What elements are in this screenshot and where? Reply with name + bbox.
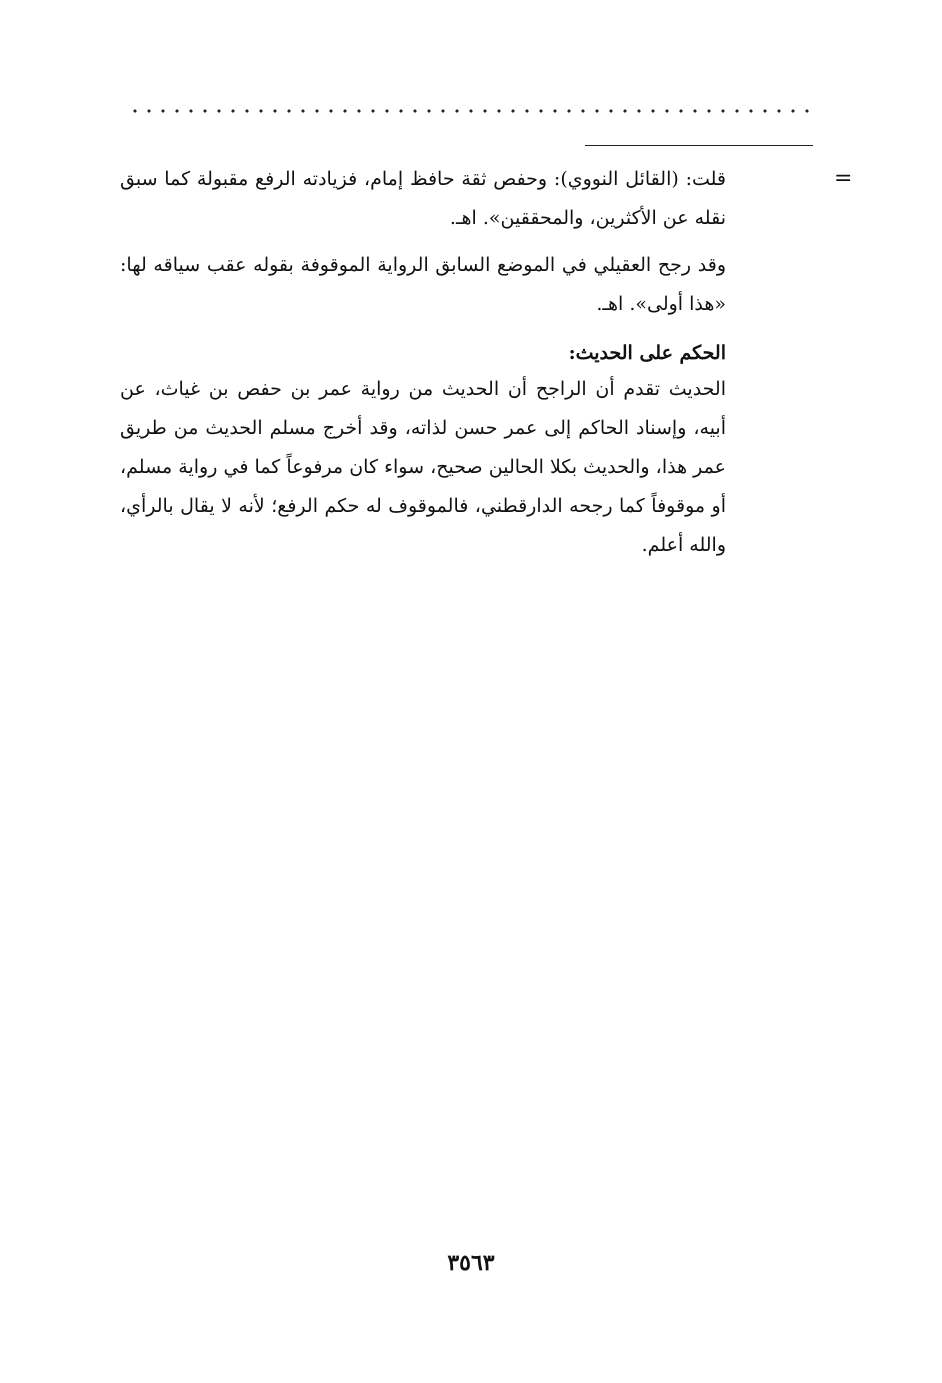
footnote-solid-separator bbox=[585, 145, 813, 146]
main-text-block bbox=[120, 160, 726, 565]
ruling-paragraph: الحديث تقدم أن الراجح أن الحديث من رواية عمر بن حفص بن غياث، عن أبيه، وإسناد الحاكم إلى عمر حسن لذاته، وقد أخرج مسلم الحديث من طريق عمر هذا، والحديث بكلا الحالين صحيح، سواء كان مرفوعاً كما في رواية مسلم، أو موقوفاً كما رجحه الدارقطني، فالموقوف له حكم الرفع؛ لأنه لا يقال بالرأي، والله أعلم. bbox=[120, 378, 726, 556]
footnote-paragraph-1: قلت: (القائل النووي): وحفص ثقة حافظ إمام، فزيادته الرفع مقبولة كما سبق نقله عن الأكثرين، والمحققين». اهـ. bbox=[120, 168, 726, 229]
section-heading: الحكم على الحديث: bbox=[568, 342, 726, 364]
continuation-mark: = bbox=[834, 166, 853, 191]
page-number: ٣٥٦٣ bbox=[447, 1250, 495, 1276]
footnote-paragraph-2: وقد رجح العقيلي في الموضع السابق الرواية الموقوفة بقوله عقب سياقه لها: «هذا أولى». اهـ. bbox=[120, 254, 726, 315]
footnote-dotted-separator bbox=[128, 108, 818, 114]
